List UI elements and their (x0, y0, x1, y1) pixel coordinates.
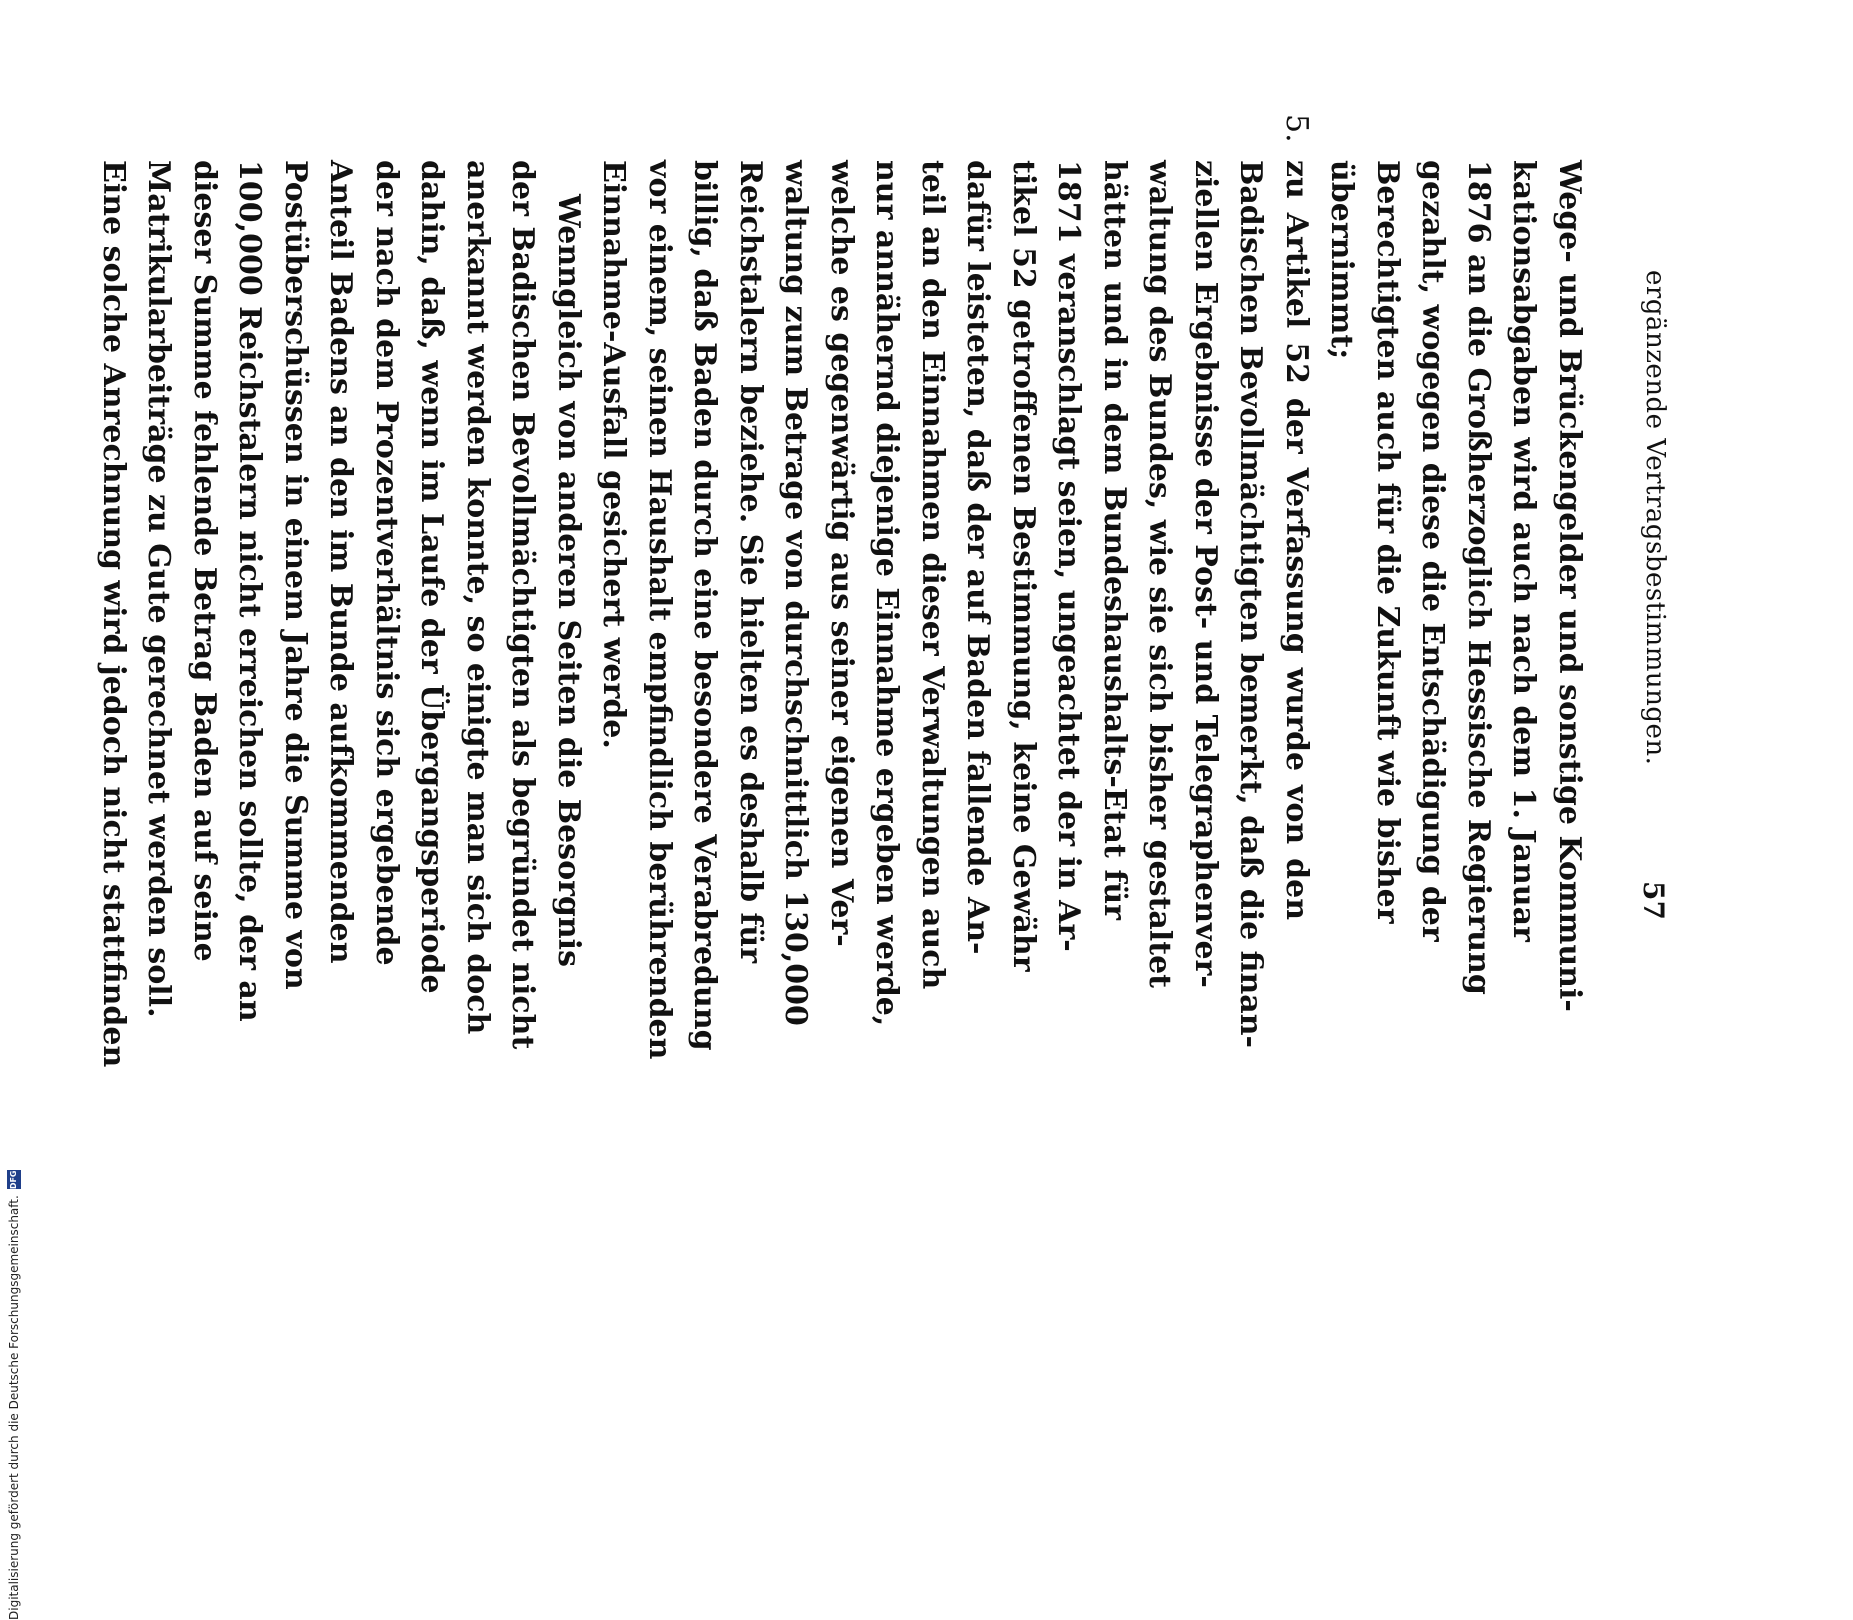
text-line: kationsabgaben wird auch nach dem 1. Januar (1506, 160, 1542, 942)
item-number: 5. (1279, 114, 1314, 143)
text-line: waltung des Bundes, wie sie sich bisher gestaltet (1142, 160, 1178, 989)
list-item-5 (1274, 114, 1320, 920)
text-line: hätten und in dem Bundeshaushalts-Etat für (1097, 160, 1132, 920)
text-line: übernimmt; (1324, 160, 1360, 360)
text-line: vor einem, seinen Haushalt empfindlich berührenden (642, 160, 677, 1060)
body-text (91, 114, 1593, 1068)
text-line: ziellen Ergebnisse der Post- und Telegraphenver- (1188, 160, 1223, 988)
credit-text: Digitalisierung gefördert durch die Deutsche Forschungsgemeinschaft. (7, 1195, 21, 1620)
page-content (96, 114, 1670, 1068)
text-line: Einnahme-Ausfall gesichert werde. (596, 160, 632, 749)
text-line: anerkannt werden konnte, so einigte man sich doch (460, 160, 495, 1035)
text-line: 1876 an die Großherzoglich Hessische Regierung (1461, 160, 1496, 995)
text-line: teil an den Einnahmen dieser Verwaltungen auch (915, 160, 950, 990)
text-line: 1871 veranschlagt seien, ungeachtet der in Ar- (1051, 160, 1087, 952)
text-line: dahin, daß, wenn im Laufe der Übergangsperiode (414, 160, 450, 994)
page-number: 57 (1637, 881, 1670, 920)
digitization-credit (4, 1170, 24, 1620)
text-line: billig, daß Baden durch eine besondere Verabredung (687, 160, 723, 1051)
text-line: zu Artikel 52 der Verfassung wurde von den (1279, 160, 1314, 920)
text-line: tikel 52 getroffenen Bestimmung, keine Gewähr (1006, 160, 1041, 972)
text-line: Reichstalern beziehe. Sie hielten es deshalb für (733, 160, 768, 964)
text-line: Wege- und Brückengelder und sonstige Kommuni- (1552, 160, 1587, 1012)
text-line: Eine solche Anrechnung wird jedoch nicht stattfinden (96, 160, 131, 1068)
text-line: waltung zum Betrage von durchschnittlich 130,000 (778, 160, 814, 1026)
text-line: dieser Summe fehlende Betrag Baden auf seine (187, 160, 222, 962)
text-line: der nach dem Prozentverhältnis sich ergebende (369, 160, 404, 966)
text-line: Wenngleich von anderen Seiten die Besorgnis (551, 194, 586, 967)
text-line: dafür leisteten, daß der auf Baden fallende An- (960, 160, 996, 955)
text-line: der Badischen Bevollmächtigten als begründet nicht (505, 160, 541, 1050)
running-title: ergänzende Vertragsbestimmungen. (1640, 270, 1670, 766)
text-line: Berechtigten auch für die Zukunft wie bisher (1370, 160, 1405, 924)
text-line: Anteil Badens an den im Bunde aufkommenden (323, 160, 359, 964)
text-line: Badischen Bevollmächtigten bemerkt, daß die finan- (1233, 160, 1269, 1048)
text-line: gezahlt, wogegen diese die Entschädigung der (1415, 160, 1451, 942)
text-line: Postüberschüssen in einem Jahre die Summe von (278, 160, 313, 990)
text-line: nur annähernd diejenige Einnahme ergeben werde, (869, 160, 905, 1027)
text-line: 100,000 Reichstalern nicht erreichen sollte, der an (232, 160, 268, 1022)
text-line: welche es gegenwärtig aus seiner eigenen Ver- (824, 160, 859, 947)
dfg-logo: DFG (7, 1171, 21, 1190)
page-header (1630, 160, 1670, 920)
text-line: Matrikularbeiträge zu Gute gerechnet werden soll. (141, 160, 177, 1018)
